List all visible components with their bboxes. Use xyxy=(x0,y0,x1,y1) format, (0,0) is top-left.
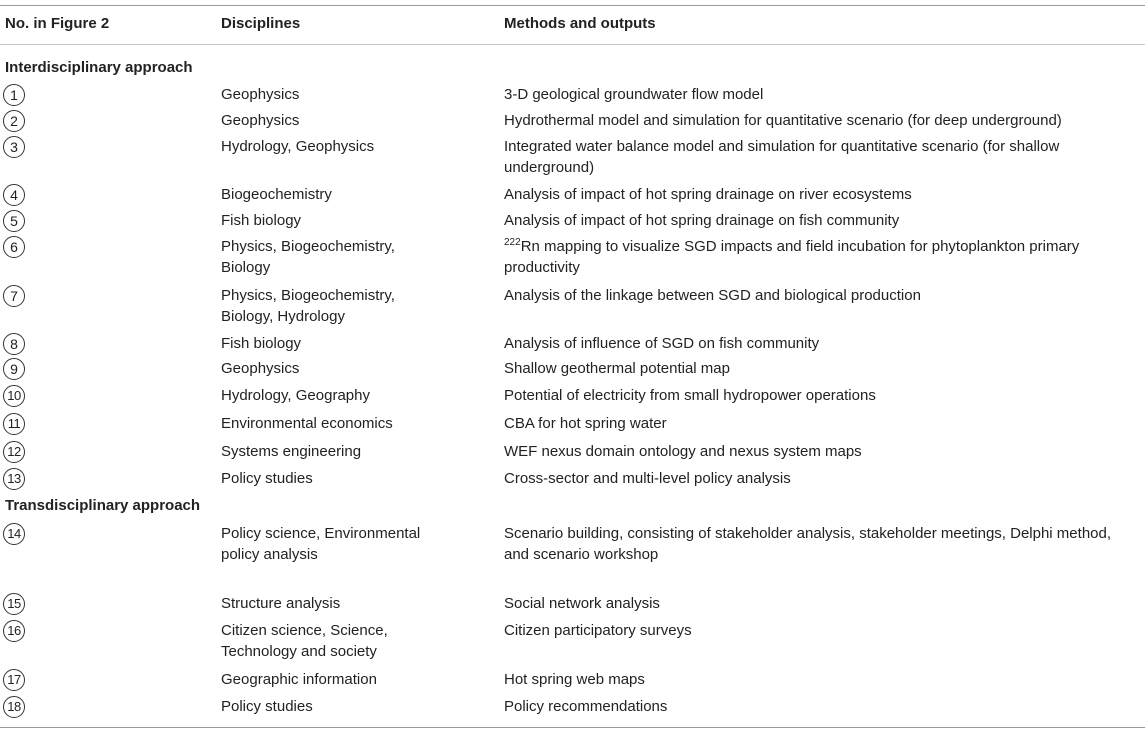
header-disciplines: Disciplines xyxy=(221,15,301,32)
row-methods-text: Rn mapping to visualize SGD impacts and field incubation for phytoplankton primary productivity xyxy=(504,238,1080,276)
header-methods: Methods and outputs xyxy=(504,15,656,32)
row-disciplines: Biogeochemistry xyxy=(221,186,332,203)
row-methods: Analysis of the linkage between SGD and biological production xyxy=(504,287,921,304)
row-number: 14 xyxy=(3,523,25,545)
row-disciplines: Fish biology xyxy=(221,212,302,229)
row-number: 2 xyxy=(3,110,25,132)
row-disciplines: Policy science, Environmental policy analysis xyxy=(221,525,421,563)
row-disciplines: Geographic information xyxy=(221,671,377,688)
row-number: 1 xyxy=(3,84,25,106)
row-number: 16 xyxy=(3,620,25,642)
row-number: 11 xyxy=(3,413,25,435)
row-methods: Hot spring web maps xyxy=(504,671,645,688)
row-disciplines: Fish biology xyxy=(221,335,302,352)
row-disciplines: Policy studies xyxy=(221,698,313,715)
row-methods: Hydrothermal model and simulation for quantitative scenario (for deep underground) xyxy=(504,112,1062,129)
row-methods: Integrated water balance model and simulation for quantitative scenario (for shallow underground) xyxy=(504,138,1060,176)
row-methods: Citizen participatory surveys xyxy=(504,622,692,639)
row-methods: Analysis of influence of SGD on fish community xyxy=(504,335,820,352)
row-number: 3 xyxy=(3,136,25,158)
row-methods: WEF nexus domain ontology and nexus system maps xyxy=(504,443,862,460)
row-disciplines: Hydrology, Geophysics xyxy=(221,138,375,155)
section-title-interdisciplinary: Interdisciplinary approach xyxy=(5,59,193,76)
row-methods: Analysis of impact of hot spring drainage on fish community xyxy=(504,212,900,229)
row-methods: Analysis of impact of hot spring drainage on river ecosystems xyxy=(504,186,912,203)
row-number: 17 xyxy=(3,669,25,691)
row-disciplines: Policy studies xyxy=(221,470,313,487)
row-number: 9 xyxy=(3,358,25,380)
row-disciplines: Citizen science, Science, Technology and society xyxy=(221,622,388,660)
row-number: 4 xyxy=(3,184,25,206)
section-title-transdisciplinary: Transdisciplinary approach xyxy=(5,497,201,514)
row-number: 10 xyxy=(3,385,25,407)
row-disciplines: Geophysics xyxy=(221,86,300,103)
row-disciplines: Physics, Biogeochemistry, Biology xyxy=(221,238,395,276)
row-number: 6 xyxy=(3,236,25,258)
row-number: 8 xyxy=(3,333,25,355)
row-number: 13 xyxy=(3,468,25,490)
bottom-rule xyxy=(0,727,1145,728)
row-number: 12 xyxy=(3,441,25,463)
row-disciplines: Geophysics xyxy=(221,360,300,377)
row-disciplines: Geophysics xyxy=(221,112,300,129)
row-methods: Potential of electricity from small hydropower operations xyxy=(504,387,876,404)
row-methods: CBA for hot spring water xyxy=(504,415,667,432)
header-number: No. in Figure 2 xyxy=(5,15,110,32)
row-number: 5 xyxy=(3,210,25,232)
isotope-superscript: 222 xyxy=(504,237,521,248)
row-disciplines: Hydrology, Geography xyxy=(221,387,370,404)
row-methods xyxy=(504,236,1134,278)
row-number: 18 xyxy=(3,696,25,718)
row-methods: 3-D geological groundwater flow model xyxy=(504,86,764,103)
row-disciplines: Systems engineering xyxy=(221,443,362,460)
top-rule xyxy=(0,5,1145,6)
row-disciplines: Structure analysis xyxy=(221,595,341,612)
row-number: 15 xyxy=(3,593,25,615)
row-number: 7 xyxy=(3,285,25,307)
header-rule xyxy=(0,44,1145,45)
row-methods: Shallow geothermal potential map xyxy=(504,360,730,377)
row-methods: Cross-sector and multi-level policy analysis xyxy=(504,470,791,487)
row-methods: Policy recommendations xyxy=(504,698,668,715)
row-methods: Social network analysis xyxy=(504,595,660,612)
row-methods: Scenario building, consisting of stakeholder analysis, stakeholder meetings, Delphi method, and scenario workshop xyxy=(504,525,1112,563)
row-disciplines: Environmental economics xyxy=(221,415,393,432)
row-disciplines: Physics, Biogeochemistry, Biology, Hydrology xyxy=(221,287,395,325)
